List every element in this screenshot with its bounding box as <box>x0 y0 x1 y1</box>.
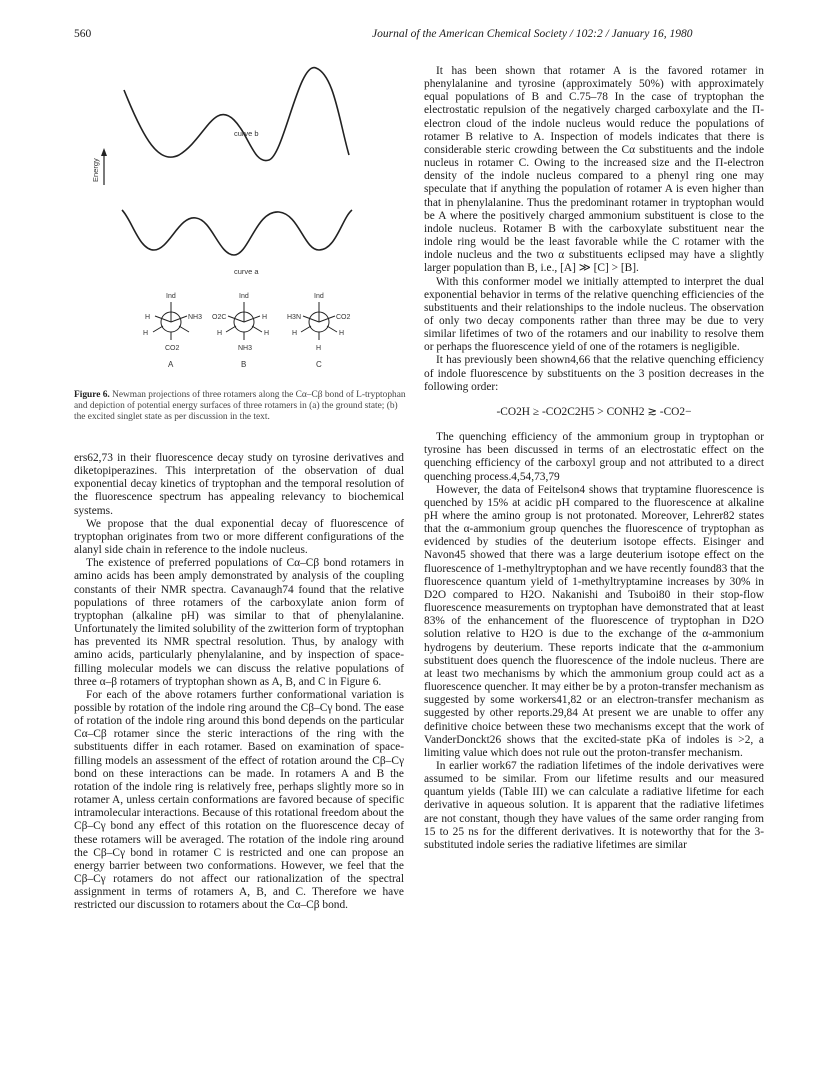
figure-6 <box>84 60 404 390</box>
page-number: 560 <box>74 28 92 40</box>
svg-text:H: H <box>292 330 298 337</box>
caption-text: Newman projections of three rotamers along the Cα–Cβ bond of L-tryptophan and depiction of potential energy surfaces of three rotamers in (a) the ground state; (b) the excited singlet state as per discussion in the text. <box>74 390 406 422</box>
svg-text:CO2: CO2 <box>165 345 180 352</box>
paragraph: It has previously been shown4,66 that the relative quenching efficiency of indole fluorescence by substituents on the 3 position decreases in the following order: <box>424 354 764 393</box>
svg-text:O2C: O2C <box>212 314 227 321</box>
journal-header: Journal of the American Chemical Society / 102:2 / January 16, 1980 <box>372 28 693 40</box>
quenching-order-equation: -CO2H ≥ -CO2C2H5 > CONH2 ≳ -CO2− <box>496 405 692 418</box>
svg-text:Ind: Ind <box>314 293 324 300</box>
svg-text:Ind: Ind <box>239 293 249 300</box>
rotamer-c <box>287 293 351 369</box>
svg-text:H: H <box>264 330 270 337</box>
paragraph: It has been shown that rotamer A is the favored rotamer in phenylalanine and tyrosine (approximately 50%) with approximately equal populations of B and C.75–78 In the case of tryptophan the electrostatic repulsion of the negatively charged carboxylate and the Π-electron cloud of the indole nucleus would reduce the populations of rotamer B relative to A. Inspection of models indicates that there is considerable steric crowding between the Cα substituents and the indole nucleus in rotamer C. Owing to the increased size and the Π-electron density of the indole nucleus compared to a phenyl ring one may speculate that if anything the population of rotamer A is even higher than that in phenylalanine. Thus the predominant rotamer in tryptophan would be A where the positively charged ammonium substituent is close to the indole nucleus. Rotamer B with the carboxylate substituent near the indole ring would be the least favorable while the C rotamer with the indole nucleus and the two α substituents eclipsed may have a slightly larger population than B, i.e., [A] ≫ [C] > [B]. <box>424 65 764 275</box>
paragraph: In earlier work67 the radiation lifetimes of the indole derivatives were assumed to be similar. From our lifetime results and our measured quantum yields (Table III) we can calculate a radiative lifetime for each derivative in aqueous solution. It is apparent that the radiative lifetimes are not constant, though they have values of the same order ranging from 15 to 25 ns for the different derivatives. It is noteworthy that for the 3-substituted indole series the radiative lifetimes are similar <box>424 759 764 851</box>
energy-label: Energy <box>91 158 100 182</box>
paragraph: The existence of preferred populations of Cα–Cβ bond rotamers in amino acids has been amply demonstrated by analysis of the coupling constants of their NMR spectra. Cavanaugh74 found that the relative populations of three rotamers of the carboxylate anion form of tryptophan (alkaline pH) was similar to that of phenylalanine. Unfortunately the limited solubility of the zwitterion form of tryptophan has prevented its NMR spectral resolution. Thus, by analogy with amino acids, particularly phenylalanine, and by inspection of space-filling molecular models we can discuss the relative populations of three α–β rotamers of tryptophan shown as A, B, and C in Figure 6. <box>74 557 404 688</box>
curve-a <box>122 210 352 255</box>
paragraph: The quenching efficiency of the ammonium group in tryptophan or tyrosine has been discussed in terms of an electrostatic effect on the quenching efficiency of the carboxyl group and not attributed to a direct quenching process.4,54,73,79 <box>424 431 764 483</box>
curve-a-label: curve a <box>234 267 259 276</box>
curve-b <box>124 68 349 161</box>
svg-text:H: H <box>262 314 268 321</box>
rotamer-b <box>212 293 269 369</box>
svg-text:Ind: Ind <box>166 293 176 300</box>
rotamer-b-label: B <box>241 360 247 369</box>
svg-text:H: H <box>143 330 149 337</box>
paragraph: ers62,73 in their fluorescence decay study on tyrosine derivatives and diketopiperazines. This interpretation of the observation of dual exponential decay kinetics of tryptophan and the temporal resolution of the fluorescence spectrum has appealing relevancy to biochemical systems. <box>74 452 404 517</box>
curve-b-label: curve b <box>234 129 259 138</box>
energy-axis-arrow <box>101 148 107 156</box>
svg-text:H: H <box>217 330 223 337</box>
svg-text:H: H <box>145 314 151 321</box>
caption-label: Figure 6. <box>74 390 110 400</box>
left-column <box>74 452 404 912</box>
paragraph: For each of the above rotamers further conformational variation is possible by rotation of the indole ring around the Cβ–Cγ bond. The ease of rotation of the indole ring around this bond depends on the particular Cα–Cβ rotamer since the steric interactions of the ring with the substituents differ in each rotamer. Based on examination of space-filling models an assessment of the effect of rotation around the Cβ–Cγ bond on these interactions can be made. In rotamers A and B the rotation of the indole ring is relatively free, perhaps slightly more so in rotamer A, unless certain conformations are favored because of specific intramolecular interactions. Because of this rotational freedom about the Cβ–Cγ bond any effect of this rotation on the fluorescence decay of these rotamers will be averaged. The rotation of the indole ring around the Cβ–Cγ bond in rotamer C is restricted and one can propose an energy barrier between two conformations. However, we feel that the Cβ–Cγ rotamers do not affect our rationalization of the spectral assignment in terms of rotamers A, B, and C. Therefore we have restricted our discussion to rotamers about the Cα–Cβ bond. <box>74 688 404 912</box>
svg-text:H3N: H3N <box>287 314 302 321</box>
figure-caption <box>74 390 408 423</box>
paragraph: However, the data of Feitelson4 shows that tryptamine fluorescence is quenched by 15% at acidic pH compared to the fluorescence at alkaline pH where the amino group is not protonated. Moreover, Lehrer82 states that the α-ammonium group quenches the fluorescence of tryptophan as evidenced by studies of the deuterium isotope effects. Eisinger and Navon45 showed that there was a large deuterium isotope effect on the fluorescence of 1-methyltryptophan and we have recently found83 that the fluorescence quantum yield of 1-methyltryptamine increases by 30% in D2O compared to H2O. Nakanishi and Tsuboi80 in their stop-flow fluorescence measurements on tryptophan have demonstrated that at least 83% of the enhancement of the fluorescence of tryptophan in D2O solution relative to H2O is due to the exchange of the α-ammonium hydrogens by deuterium. These reports indicate that the α-ammonium substituent does quench the fluorescence of the indole nucleus. There are at least two mechanisms by which the ammonium group could act as a fluorescence quencher. It may either be by a proton-transfer mechanism as suggested by some workers41,82 or an electron-transfer mechanism as suggested by other reports.29,84 At present we are unable to offer any definitive choice between these two mechanisms except that the work of VanderDonckt26 shows that the excited-state pKa of indoles is >2, a limiting value which does not rule out the proton-transfer mechanism. <box>424 483 765 759</box>
paragraph: With this conformer model we initially attempted to interpret the dual exponential behavior in terms of the relative quenching efficiencies of the substituents and their relationships to the indole nucleus. The observation of only two decay components rather than three may be due to very similar lifetimes of two of the rotamers and our inability to resolve them or perhaps the fluorescence yield of one of the rotamers is negligible. <box>424 275 764 354</box>
svg-text:CO2: CO2 <box>336 314 351 321</box>
svg-text:H: H <box>316 345 322 352</box>
rotamer-c-label: C <box>316 360 322 369</box>
rotamer-a <box>143 293 202 369</box>
paragraph: We propose that the dual exponential decay of fluorescence of tryptophan originates from two or more different configurations of the alanyl side chain in reference to the indole nucleus. <box>74 517 404 557</box>
svg-text:H: H <box>339 330 345 337</box>
right-column <box>424 65 764 852</box>
rotamer-a-label: A <box>168 360 174 369</box>
svg-text:NH3: NH3 <box>188 314 203 321</box>
svg-text:NH3: NH3 <box>238 345 253 352</box>
